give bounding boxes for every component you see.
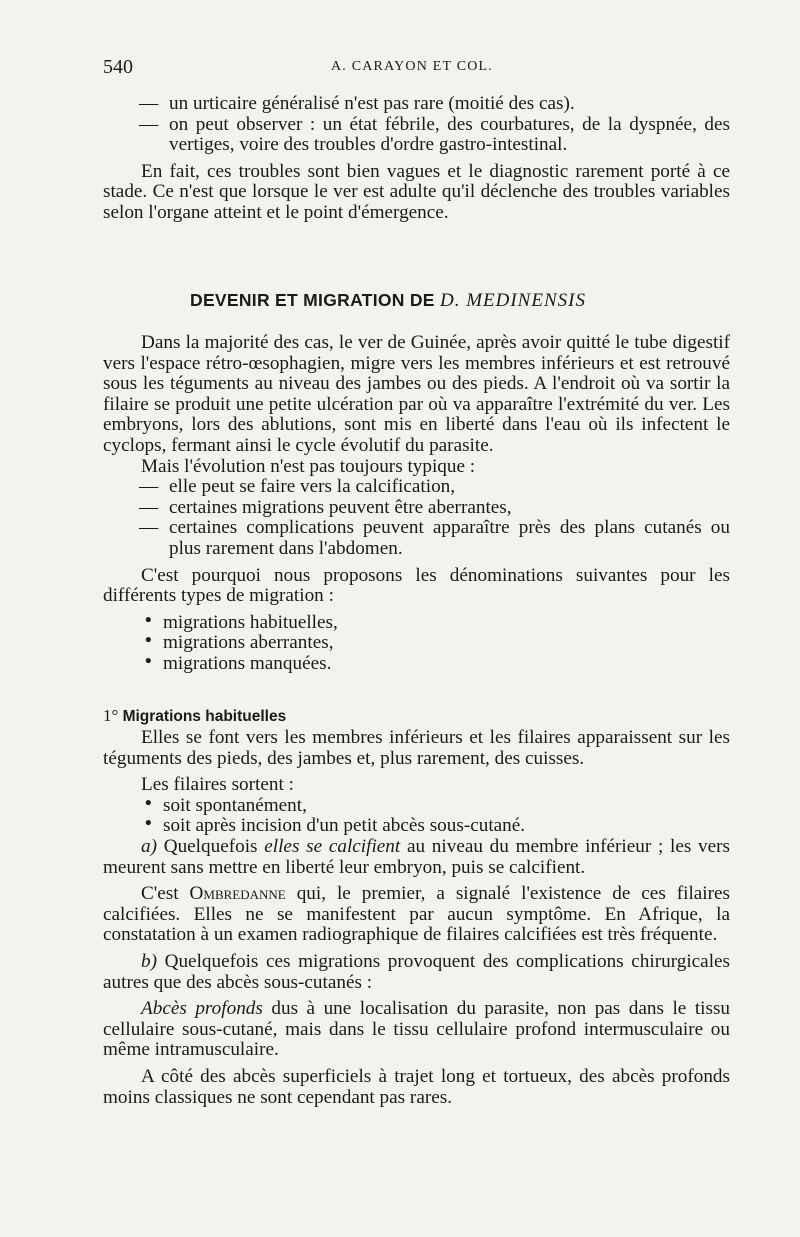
bullet-list <box>103 609 730 675</box>
intro-block <box>103 94 730 224</box>
paragraph: A côté des abcès superficiels à trajet long et tortueux, des abcès profonds moins classiques ne sont cependant pas rares. <box>103 1065 730 1108</box>
paragraph-a: a) Quelquefois elles se calcifient au niveau du membre inférieur ; les vers meurent sans mettre en liberté leur embryon, puis se calcifient. <box>103 835 731 878</box>
paragraph: C'est pourquoi nous proposons les dénominations suivantes pour les différents types de migration : <box>103 564 730 607</box>
section-title: DEVENIR ET MIGRATION DE D. MEDINENSIS <box>190 290 586 311</box>
paragraph: Elles se font vers les membres inférieurs et les filaires apparaissent sur les téguments des pieds, des jambes et, plus rarement, des cuisses. <box>103 727 730 769</box>
dash-item: — certaines complications peuvent apparaître près des plans cutanés ou plus rarement dans l'abdomen. <box>139 517 730 559</box>
list-item: • soit après incision d'un petit abcès sous-cutané. <box>145 813 526 837</box>
paragraph: Les filaires sortent : <box>141 774 294 796</box>
list-item: • migrations aberrantes, <box>145 630 334 654</box>
paragraph-abces: Abcès profonds dus à une localisation du parasite, non pas dans le tissu cellulaire sous-cutané, mais dans le tissu cellulaire profond intermusculaire ou même intramusculaire. <box>103 998 731 1061</box>
bullet-list <box>103 792 730 837</box>
paragraph-b: b) Quelquefois ces migrations provoquent des complications chirurgicales autres que des abcès sous-cutanés : <box>103 950 731 993</box>
dash-item: — on peut observer : un état fébrile, des courbatures, de la dyspnée, des vertiges, voire des troubles d'ordre gastro-intestinal. <box>139 113 730 156</box>
dash-item: — un urticaire généralisé n'est pas rare (moitié des cas). <box>139 93 575 114</box>
paragraph: Mais l'évolution n'est pas toujours typique : <box>141 455 476 477</box>
list-item: • migrations habituelles, <box>145 609 338 633</box>
section-body <box>103 333 730 675</box>
list-item: • migrations manquées. <box>145 650 332 674</box>
page-number: 540 <box>103 56 133 78</box>
subsection-heading: 1° Migrations habituelles <box>103 706 287 725</box>
paragraph: Dans la majorité des cas, le ver de Guinée, après avoir quitté le tube digestif vers l'espace rétro-œsophagien, migre vers les membres inférieurs et est retrouvé sous les téguments au niveau des jambes ou des pieds. A l'endroit où va sortir la filaire se produit une petite ulcération par où va apparaître l'extrémité du ver. Les embryons, lors des ablutions, sont mis en liberté dans l'eau où ils infectent le cyclops, fermant ainsi le cycle évolutif du parasite. <box>103 332 730 456</box>
running-head: A. CARAYON ET COL. <box>331 59 494 74</box>
paragraph: En fait, ces troubles sont bien vagues et le diagnostic rarement porté à ce stade. Ce n'est que lorsque le ver est adulte qu'il déclenche des troubles variables selon l'organe atteint et le point d'émergence. <box>103 160 730 223</box>
list-item: • soit spontanément, <box>145 792 307 816</box>
paragraph-ombredanne: C'est Ombredanne qui, le premier, a signalé l'existence de ces filaires calcifiées. Elles ne se manifestent par aucun symptôme. En Afrique, la constatation à un examen radiographique de filaires calcifiées est très fréquente. <box>103 883 731 946</box>
dash-item: — certaines migrations peuvent être aberrantes, <box>139 496 512 518</box>
page-header <box>103 56 730 80</box>
subsection-body <box>103 728 730 1108</box>
dash-item: — elle peut se faire vers la calcification, <box>139 476 456 498</box>
